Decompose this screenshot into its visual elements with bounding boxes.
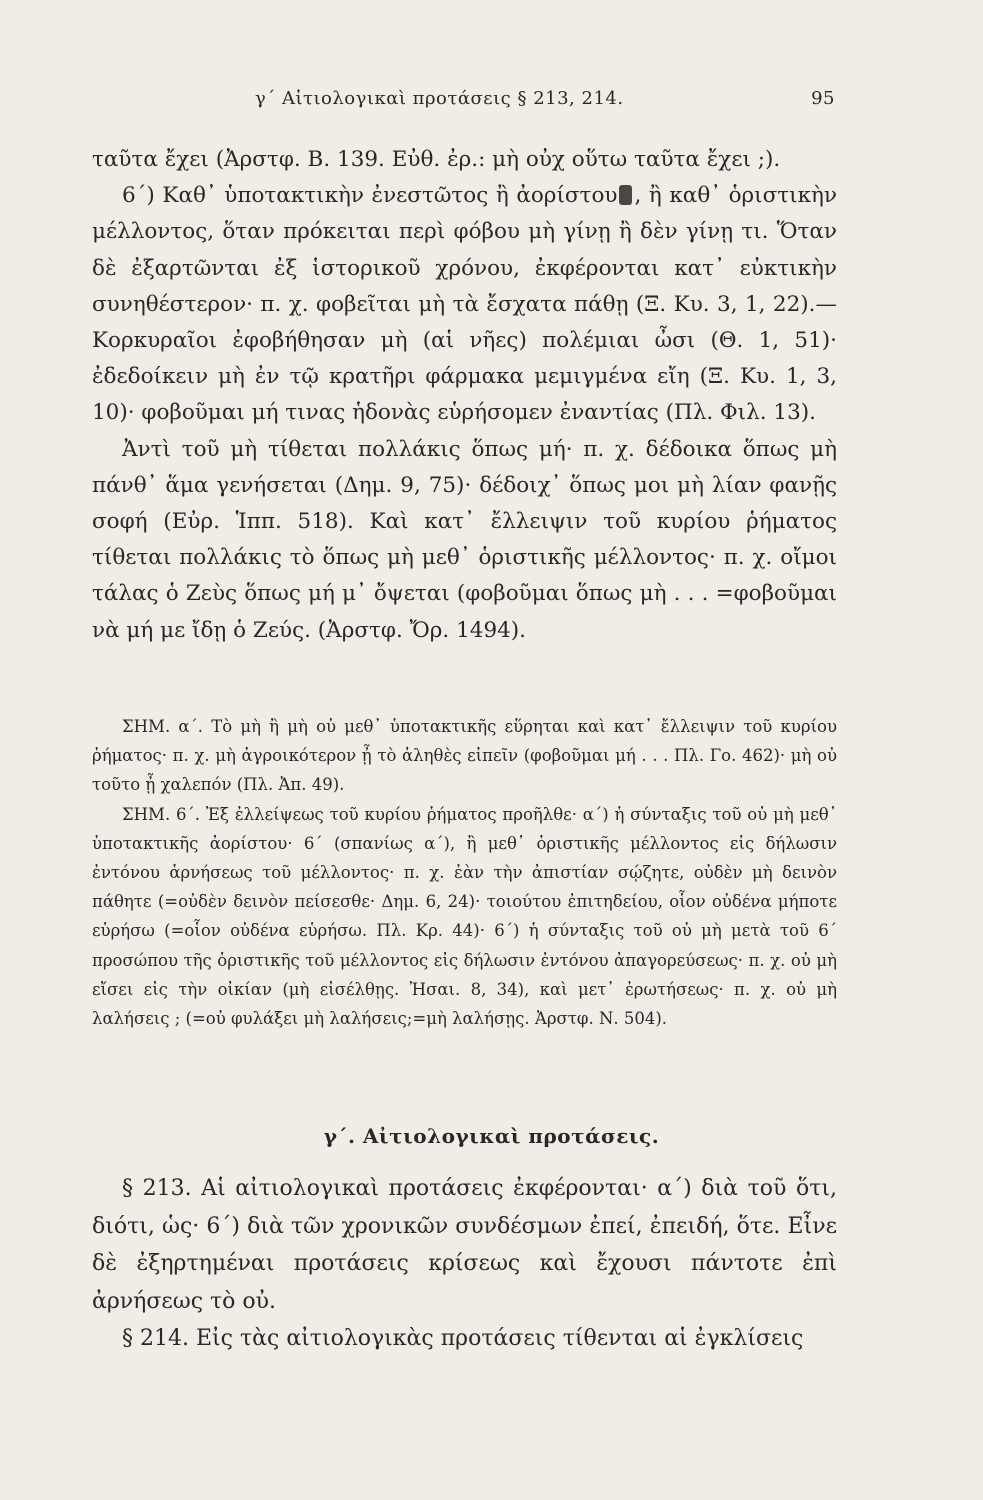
paragraph-part: , ἢ καθ᾽ ὁριστικὴν μέλλοντος, ὅταν πρόκειται περὶ φόβου μὴ γίνῃ ἢ δὲν γίνῃ τι. Ὅταν δὲ ἐξαρτῶνται ἐξ ἱστορικοῦ χρόνου, ἐκφέρονται κατ᾽ εὐκτικὴν συνηθέστερον· π. χ. φοβεῖται μὴ τὰ ἔσχατα πάθῃ (Ξ. Κυ. 3, 1, 22).—Κορκυραῖοι ἐφοβήθησαν μὴ (αἱ νῆες) πολέμιαι ὦσι (Θ. 1, 51)· ἐδεδοίκειν μὴ ἐν τῷ κρατῆρι φάρμακα μεμιγμένα εἴη (Ξ. Κυ. 1, 3, 10)· φοβοῦμαι μή τινας ἡδονὰς εὑρήσομεν ἐναντίας (Πλ. Φιλ. 13). — [92, 183, 837, 426]
section-heading: γ΄. Αἰτιολογικαὶ προτάσεις. — [323, 1124, 660, 1148]
running-title: γ΄ Αἰτιολογικαὶ προτάσεις § 213, 214. — [255, 88, 624, 109]
note-beta: ΣΗΜ. 6΄. Ἐξ ἐλλείψεως τοῦ κυρίου ῥήματος προῆλθε· α΄) ἡ σύνταξις τοῦ οὐ μὴ μεθ᾽ ὑποτακτικῆς ἀορίστου· 6΄ (σπανίως α΄), ἢ μεθ᾽ ὁριστικῆς μέλλοντος εἰς δήλωσιν ἐντόνου ἀρνήσεως τοῦ μέλλοντος· π. χ. ἐὰν τὴν ἀπιστίαν σῴζητε, οὐδὲν μὴ δεινὸν πάθητε (=οὐδὲν δεινὸν πείσεσθε· Δημ. 6, 24)· τοιούτου ἐπιτηδείου, οἷον οὐδένα μήποτε εὑρήσω (=οἷον οὐδένα εὑρήσω. Πλ. Κρ. 44)· 6΄) ἡ σύνταξις τοῦ οὐ μὴ μετὰ τοῦ 6΄ προσώπου τῆς ὁριστικῆς τοῦ μέλλοντος εἰς δήλωσιν ἐντόνου ἀπαγορεύσεως· π. χ. οὐ μὴ εἴσει εἰς τὴν οἰκίαν (μὴ εἰσέλθῃς. Ἠσαι. 8, 34), καὶ μετ᾽ ἐρωτήσεως· π. χ. οὐ μὴ λαλήσεις ; (=οὐ φυλάξει μὴ λαλήσεις;=μὴ λαλήσῃς. Ἀρστφ. Ν. 504). — [92, 804, 837, 1029]
paragraph-214: § 214. Εἰς τὰς αἰτιολογικὰς προτάσεις τίθενται αἱ ἐγκλίσεις — [122, 1326, 804, 1351]
section-body — [92, 1170, 837, 1358]
notes-block — [92, 712, 837, 1033]
paragraph: ταῦτα ἔχει (Ἀρστφ. Β. 139. Εὐθ. ἐρ.: μὴ οὐχ οὕτω ταῦτα ἔχει ;). — [92, 147, 781, 172]
note-alpha: ΣΗΜ. α΄. Τὸ μὴ ἢ μὴ οὐ μεθ᾽ ὑποτακτικῆς εὕρηται καὶ κατ᾽ ἔλλειψιν τοῦ κυρίου ῥήματος· π. χ. μὴ ἀγροικότερον ᾖ τὸ ἀληθὲς εἰπεῖν (φοβοῦμαι μή . . . Πλ. Γο. 462)· μὴ οὐ τοῦτο ᾖ χαλεπόν (Πλ. Ἀπ. 49). — [92, 717, 837, 795]
page-number: 95 — [811, 88, 835, 109]
paragraph: Ἀντὶ τοῦ μὴ τίθεται πολλάκις ὅπως μή· π. χ. δέδοικα ὅπως μὴ πάνθ᾽ ἅμα γενήσεται (Δημ. 9, 75)· δέδοιχ᾽ ὅπως μοι μὴ λίαν φανῇς σοφή (Εὐρ. Ἱππ. 518). Καὶ κατ᾽ ἔλλειψιν τοῦ κυρίου ῥήματος τίθεται πολλάκις τὸ ὅπως μὴ μεθ᾽ ὁριστικῆς μέλλοντος· π. χ. οἴμοι τάλας ὁ Ζεὺς ὅπως μή μ᾽ ὄψεται (φοβοῦμαι ὅπως μὴ . . . =φοβοῦμαι νὰ μή με ἴδῃ ὁ Ζεύς. (Ἀρστφ. Ὄρ. 1494). — [92, 436, 837, 643]
paragraph — [92, 178, 837, 431]
main-text — [92, 142, 837, 649]
paragraph-213: § 213. Αἱ αἰτιολογικαὶ προτάσεις ἐκφέρονται· α΄) διὰ τοῦ ὅτι, διότι, ὡς· 6΄) διὰ τῶν χρονικῶν συνδέσμων ἐπεί, ἐπειδή, ὅτε. Εἶνε δὲ ἐξηρτημέναι προτάσεις κρίσεως καὶ ἔχουσι πάντοτε ἐπὶ ἀρνήσεως τὸ οὐ. — [92, 1176, 837, 1314]
paragraph-part: 6΄) Καθ᾽ ὑποτακτικὴν ἐνεστῶτος ἢ ἀορίστου — [122, 183, 618, 209]
ink-blot-mark — [619, 185, 632, 205]
